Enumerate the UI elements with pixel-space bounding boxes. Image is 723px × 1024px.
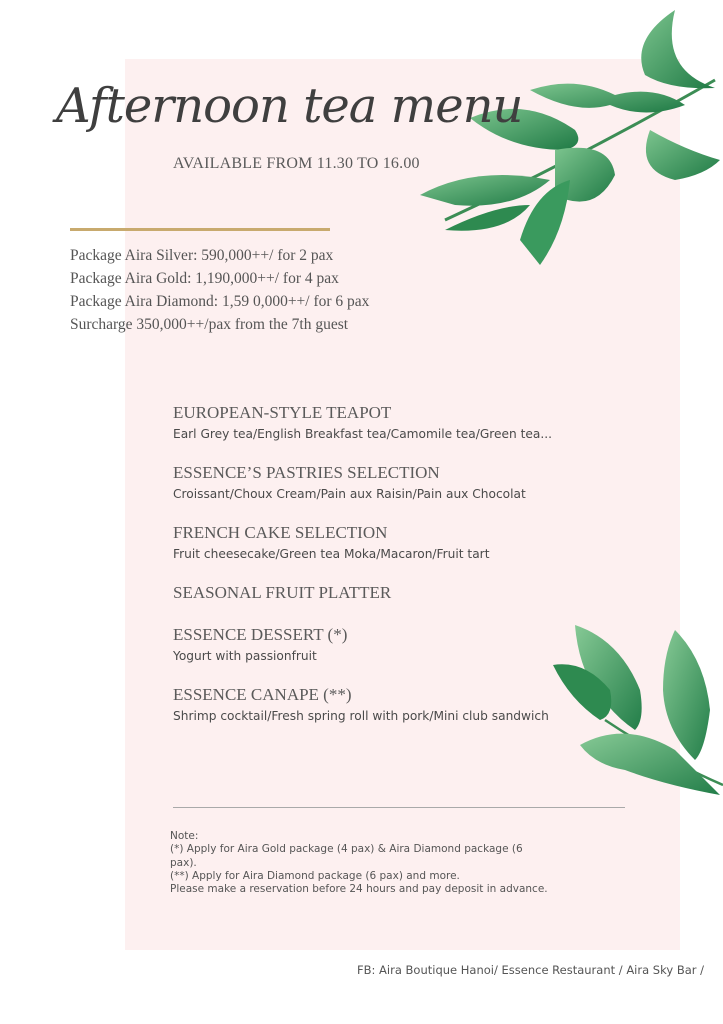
menu-sections	[173, 402, 613, 744]
package-diamond: Package Aira Diamond: 1,59 0,000++/ for 6 pax	[70, 293, 370, 310]
section-title: ESSENCE DESSERT (*)	[173, 625, 348, 644]
menu-section-pastries	[173, 462, 613, 504]
menu-section-cakes	[173, 522, 613, 564]
menu-section-teapot	[173, 402, 613, 444]
package-list	[70, 244, 369, 336]
package-silver: Package Aira Silver: 590,000++/ for 2 pax	[70, 247, 334, 264]
section-title: ESSENCE CANAPE (**)	[173, 685, 352, 704]
section-title: ESSENCE’S PASTRIES SELECTION	[173, 463, 440, 482]
surcharge-note: Surcharge 350,000++/pax from the 7th guest	[70, 316, 349, 333]
footer-social: FB: Aira Boutique Hanoi/ Essence Restaurant / Aira Sky Bar /	[357, 963, 705, 977]
notes-block	[170, 830, 550, 896]
gold-divider	[70, 228, 330, 231]
note-line: Please make a reservation before 24 hours and pay deposit in advance.	[170, 883, 548, 896]
note-line: (*) Apply for Aira Gold package (4 pax) & Aira Diamond package (6 pax).	[170, 843, 523, 869]
section-description: Earl Grey tea/English Breakfast tea/Camomile tea/Green tea...	[173, 427, 553, 441]
section-title: SEASONAL FRUIT PLATTER	[173, 583, 392, 602]
section-description: Croissant/Choux Cream/Pain aux Raisin/Pain aux Chocolat	[173, 487, 526, 501]
menu-section-fruit	[173, 582, 613, 604]
menu-section-dessert	[173, 624, 613, 666]
section-description: Yogurt with passionfruit	[173, 649, 317, 663]
section-title: FRENCH CAKE SELECTION	[173, 523, 388, 542]
package-gold: Package Aira Gold: 1,190,000++/ for 4 pax	[70, 270, 339, 287]
availability-hours: AVAILABLE FROM 11.30 TO 16.00	[173, 155, 420, 172]
section-title: EUROPEAN-STYLE TEAPOT	[173, 403, 392, 422]
note-line: (**) Apply for Aira Diamond package (6 pax) and more.	[170, 869, 460, 882]
menu-title: Afternoon tea menu	[56, 78, 523, 134]
section-description: Fruit cheesecake/Green tea Moka/Macaron/Fruit tart	[173, 547, 490, 561]
notes-label: Note:	[170, 830, 199, 842]
notes-divider	[173, 807, 625, 808]
menu-section-canape	[173, 684, 613, 726]
section-description: Shrimp cocktail/Fresh spring roll with pork/Mini club sandwich	[173, 709, 549, 723]
